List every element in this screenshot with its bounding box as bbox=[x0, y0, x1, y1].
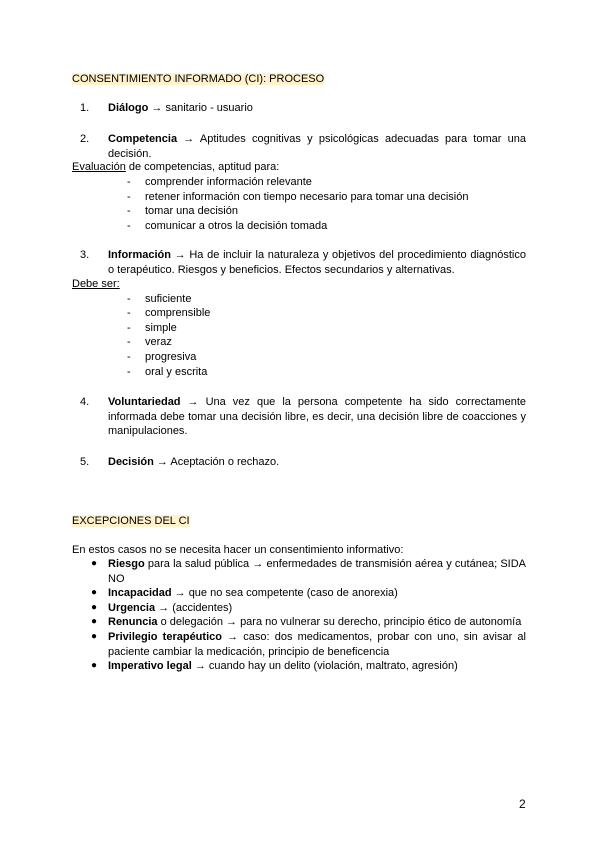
bullet-icon: ● bbox=[91, 616, 98, 627]
exceptions-intro: En estos casos no se necesita hacer un consentimiento informativo: bbox=[72, 544, 404, 556]
list-number: 2. bbox=[80, 133, 90, 145]
exception-item-riesgo: Riesgo para la salud pública → enfermedades de transmisión aérea y cutánea; SIDA NO bbox=[108, 558, 526, 585]
exception-item-privilegio: Privilegio terapéutico → caso: dos medicamentos, probar con uno, sin avisar al paciente cambiar la medicación, principio de beneficencia bbox=[108, 631, 526, 658]
evaluation-item: retener información con tiempo necesario para tomar una decisión bbox=[145, 191, 469, 203]
process-step-decision bbox=[108, 455, 526, 470]
bullet-icon: ● bbox=[91, 558, 98, 569]
exception-item-incapacidad: Incapacidad → que no sea competente (caso de anorexia) bbox=[108, 587, 398, 599]
evaluation-item: comunicar a otros la decisión tomada bbox=[145, 220, 328, 232]
list-number: 1. bbox=[80, 102, 90, 114]
exception-item-urgencia: Urgencia → (accidentes) bbox=[108, 602, 233, 614]
must-be-label: Debe ser: bbox=[72, 278, 120, 290]
step-text: → Ha de incluir la naturaleza y objetivos del procedimiento diagnóstico o terapéutico. Riesgos y beneficios. Efectos secundarios y alternativas. bbox=[108, 249, 526, 276]
process-step-dialogo bbox=[108, 101, 526, 116]
step-term: Voluntariedad bbox=[108, 396, 181, 408]
section-heading-excepciones: EXCEPCIONES DEL CI bbox=[72, 515, 190, 527]
must-be-item: suficiente bbox=[145, 293, 192, 305]
must-be-item: comprensible bbox=[145, 307, 211, 319]
step-term: Competencia bbox=[108, 133, 178, 145]
list-number: 5. bbox=[80, 456, 90, 468]
evaluation-label: Evaluación de competencias, aptitud para: bbox=[72, 161, 280, 173]
bullet-icon: ● bbox=[91, 602, 98, 613]
evaluation-item: tomar una decisión bbox=[145, 205, 238, 217]
step-text: → Una vez que la persona competente ha sido correctamente informada debe tomar una decisión libre, es decir, una decisión libre de coacciones y manipulaciones. bbox=[108, 396, 526, 438]
section-heading-proceso: CONSENTIMIENTO INFORMADO (CI): PROCESO bbox=[72, 73, 325, 85]
exception-item-renuncia: Renuncia o delegación → para no vulnerar su derecho, principio ético de autonomía bbox=[108, 616, 522, 628]
process-step-informacion bbox=[108, 248, 526, 277]
must-be-item: oral y escrita bbox=[145, 366, 208, 378]
bullet-icon: ● bbox=[91, 631, 98, 642]
must-be-item: veraz bbox=[145, 336, 172, 348]
bullet-icon: ● bbox=[91, 587, 98, 598]
step-term: Decisión bbox=[108, 456, 154, 468]
step-text: → Aceptación o rechazo. bbox=[153, 456, 280, 468]
process-step-voluntariedad bbox=[108, 395, 526, 439]
exception-item-imperativo: Imperativo legal → cuando hay un delito (violación, maltrato, agresión) bbox=[108, 660, 458, 672]
step-text: → Aptitudes cognitivas y psicológicas adecuadas para tomar una decisión. bbox=[108, 133, 526, 160]
must-be-item: simple bbox=[145, 322, 177, 334]
page-number: 2 bbox=[519, 797, 526, 811]
step-term: Información bbox=[108, 249, 171, 261]
must-be-item: progresiva bbox=[145, 351, 197, 363]
process-step-competencia bbox=[108, 132, 526, 161]
evaluation-item: comprender información relevante bbox=[145, 176, 312, 188]
list-number: 4. bbox=[80, 396, 90, 408]
list-number: 3. bbox=[80, 249, 90, 261]
step-text: → sanitario - usuario bbox=[148, 102, 253, 114]
step-term: Diálogo bbox=[108, 102, 149, 114]
bullet-icon: ● bbox=[91, 660, 98, 671]
